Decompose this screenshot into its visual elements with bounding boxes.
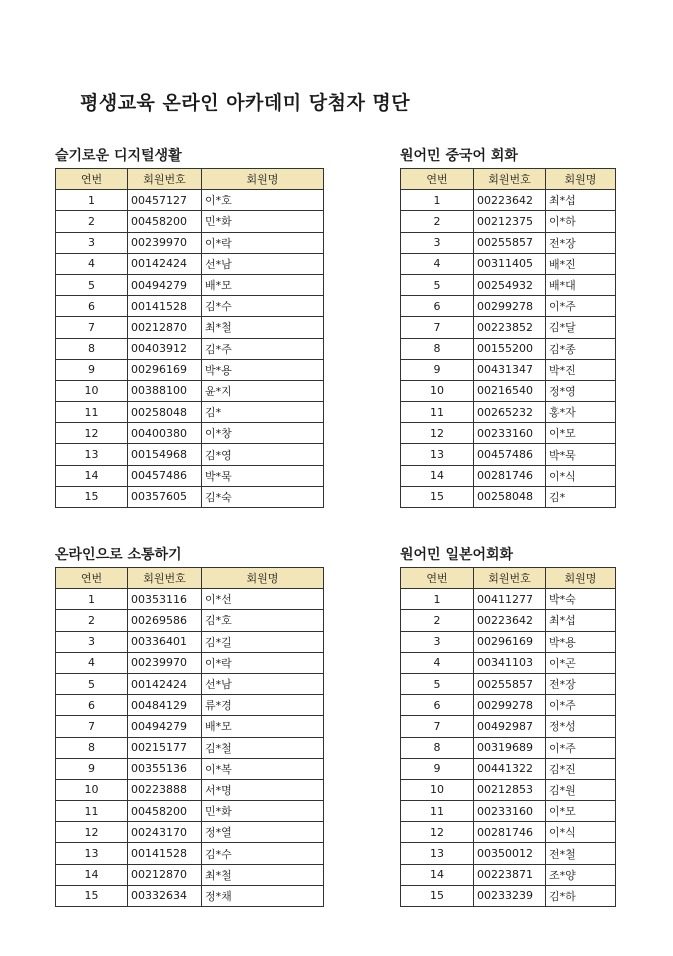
row-number: 15 xyxy=(56,486,128,507)
member-id: 00457127 xyxy=(128,190,202,211)
row-number: 9 xyxy=(56,359,128,380)
member-id: 00457486 xyxy=(128,465,202,486)
member-name: 최*섭 xyxy=(546,190,616,211)
table-row xyxy=(401,716,616,737)
header-member-id: 회원번호 xyxy=(128,568,202,589)
member-name: 이*락 xyxy=(202,652,324,673)
member-id: 00265232 xyxy=(474,402,546,423)
member-id: 00269586 xyxy=(128,610,202,631)
row-number: 2 xyxy=(401,610,474,631)
table-row xyxy=(56,716,324,737)
member-id: 00403912 xyxy=(128,338,202,359)
row-number: 7 xyxy=(56,716,128,737)
member-name: 김*숙 xyxy=(202,486,324,507)
member-id: 00212375 xyxy=(474,211,546,232)
member-name: 전*장 xyxy=(546,232,616,253)
member-name: 이*모 xyxy=(546,801,616,822)
header-row xyxy=(56,568,324,589)
member-name: 정*열 xyxy=(202,822,324,843)
header-no: 연번 xyxy=(56,568,128,589)
member-id: 00484129 xyxy=(128,695,202,716)
row-number: 14 xyxy=(56,864,128,885)
member-name: 배*모 xyxy=(202,274,324,295)
row-number: 2 xyxy=(56,610,128,631)
table-row xyxy=(401,652,616,673)
table-row xyxy=(56,338,324,359)
member-id: 00355136 xyxy=(128,758,202,779)
member-name: 김*하 xyxy=(546,885,616,906)
row-number: 3 xyxy=(56,232,128,253)
member-id: 00142424 xyxy=(128,673,202,694)
header-member-name: 회원명 xyxy=(546,169,616,190)
member-id: 00239970 xyxy=(128,232,202,253)
table-row xyxy=(56,486,324,507)
row-number: 8 xyxy=(401,737,474,758)
member-id: 00212853 xyxy=(474,779,546,800)
member-name: 박*용 xyxy=(546,631,616,652)
member-name: 정*영 xyxy=(546,380,616,401)
row-number: 10 xyxy=(56,380,128,401)
member-id: 00311405 xyxy=(474,253,546,274)
table-row xyxy=(56,423,324,444)
member-name: 최*철 xyxy=(202,317,324,338)
member-name: 최*철 xyxy=(202,864,324,885)
member-id: 00223888 xyxy=(128,779,202,800)
table-row xyxy=(401,317,616,338)
table-row xyxy=(401,864,616,885)
table-row xyxy=(401,274,616,295)
row-number: 7 xyxy=(401,716,474,737)
member-id: 00411277 xyxy=(474,589,546,610)
header-member-id: 회원번호 xyxy=(474,568,546,589)
member-id: 00281746 xyxy=(474,822,546,843)
row-number: 14 xyxy=(401,864,474,885)
member-id: 00357605 xyxy=(128,486,202,507)
row-number: 7 xyxy=(56,317,128,338)
row-number: 15 xyxy=(56,885,128,906)
section-japanese-conversation xyxy=(400,545,616,907)
header-member-name: 회원명 xyxy=(202,169,324,190)
member-name: 김*수 xyxy=(202,296,324,317)
row-number: 6 xyxy=(56,695,128,716)
table-row xyxy=(401,380,616,401)
table-row xyxy=(56,864,324,885)
member-id: 00239970 xyxy=(128,652,202,673)
member-id: 00212870 xyxy=(128,864,202,885)
member-id: 00233239 xyxy=(474,885,546,906)
row-number: 14 xyxy=(401,465,474,486)
row-number: 7 xyxy=(401,317,474,338)
table-row xyxy=(401,801,616,822)
member-name: 이*복 xyxy=(202,758,324,779)
row-number: 2 xyxy=(56,211,128,232)
row-number: 14 xyxy=(56,465,128,486)
member-id: 00223852 xyxy=(474,317,546,338)
row-number: 12 xyxy=(401,822,474,843)
table-row xyxy=(56,465,324,486)
member-name: 김*원 xyxy=(546,779,616,800)
table-row xyxy=(56,444,324,465)
table-body xyxy=(401,190,616,508)
member-name: 배*진 xyxy=(546,253,616,274)
table-row xyxy=(56,211,324,232)
table-row xyxy=(56,695,324,716)
table-row xyxy=(56,380,324,401)
row-number: 5 xyxy=(401,673,474,694)
row-number: 13 xyxy=(56,843,128,864)
member-name: 민*화 xyxy=(202,801,324,822)
header-row xyxy=(401,568,616,589)
row-number: 12 xyxy=(56,822,128,843)
table-row xyxy=(401,822,616,843)
row-number: 3 xyxy=(401,631,474,652)
member-name: 류*경 xyxy=(202,695,324,716)
table-row xyxy=(56,317,324,338)
row-number: 11 xyxy=(56,402,128,423)
section-title: 원어민 일본어회화 xyxy=(400,547,514,563)
member-name: 서*명 xyxy=(202,779,324,800)
member-id: 00494279 xyxy=(128,716,202,737)
table-row xyxy=(56,190,324,211)
table-row xyxy=(56,359,324,380)
winners-table xyxy=(400,168,616,508)
member-id: 00400380 xyxy=(128,423,202,444)
member-id: 00350012 xyxy=(474,843,546,864)
table-row xyxy=(56,296,324,317)
table-row xyxy=(401,211,616,232)
header-member-name: 회원명 xyxy=(202,568,324,589)
member-id: 00441322 xyxy=(474,758,546,779)
table-row xyxy=(56,610,324,631)
member-name: 김*길 xyxy=(202,631,324,652)
row-number: 11 xyxy=(56,801,128,822)
member-id: 00233160 xyxy=(474,423,546,444)
table-row xyxy=(401,631,616,652)
member-id: 00255857 xyxy=(474,673,546,694)
section-chinese-conversation xyxy=(400,146,616,508)
member-id: 00388100 xyxy=(128,380,202,401)
member-name: 이*선 xyxy=(202,589,324,610)
row-number: 15 xyxy=(401,486,474,507)
table-row xyxy=(401,232,616,253)
member-name: 이*주 xyxy=(546,737,616,758)
member-name: 박*묵 xyxy=(546,444,616,465)
header-row xyxy=(56,169,324,190)
row-number: 5 xyxy=(56,673,128,694)
table-row xyxy=(56,758,324,779)
member-id: 00141528 xyxy=(128,843,202,864)
member-name: 전*철 xyxy=(546,843,616,864)
member-id: 00155200 xyxy=(474,338,546,359)
table-row xyxy=(401,885,616,906)
table-row xyxy=(401,779,616,800)
table-row xyxy=(56,232,324,253)
row-number: 11 xyxy=(401,801,474,822)
member-id: 00223642 xyxy=(474,190,546,211)
member-id: 00296169 xyxy=(474,631,546,652)
member-name: 김* xyxy=(202,402,324,423)
table-row xyxy=(401,338,616,359)
table-row xyxy=(56,253,324,274)
member-name: 홍*자 xyxy=(546,402,616,423)
member-id: 00353116 xyxy=(128,589,202,610)
row-number: 1 xyxy=(56,589,128,610)
member-name: 이*주 xyxy=(546,296,616,317)
section-digital-life xyxy=(55,146,324,508)
row-number: 11 xyxy=(401,402,474,423)
member-id: 00142424 xyxy=(128,253,202,274)
member-name: 김*주 xyxy=(202,338,324,359)
table-body xyxy=(56,589,324,907)
table-row xyxy=(56,801,324,822)
member-id: 00299278 xyxy=(474,296,546,317)
table-body xyxy=(56,190,324,508)
header-no: 연번 xyxy=(56,169,128,190)
member-id: 00319689 xyxy=(474,737,546,758)
row-number: 1 xyxy=(56,190,128,211)
member-id: 00141528 xyxy=(128,296,202,317)
member-id: 00457486 xyxy=(474,444,546,465)
member-id: 00223642 xyxy=(474,610,546,631)
member-name: 박*묵 xyxy=(202,465,324,486)
table-row xyxy=(401,423,616,444)
member-name: 이*곤 xyxy=(546,652,616,673)
header-member-id: 회원번호 xyxy=(474,169,546,190)
member-name: 조*양 xyxy=(546,864,616,885)
member-id: 00223871 xyxy=(474,864,546,885)
table-row xyxy=(56,673,324,694)
member-name: 선*남 xyxy=(202,673,324,694)
row-number: 1 xyxy=(401,589,474,610)
member-name: 이*락 xyxy=(202,232,324,253)
header-no: 연번 xyxy=(401,169,474,190)
table-row xyxy=(56,652,324,673)
member-id: 00255857 xyxy=(474,232,546,253)
table-body xyxy=(401,589,616,907)
member-id: 00492987 xyxy=(474,716,546,737)
member-name: 선*남 xyxy=(202,253,324,274)
member-name: 김*달 xyxy=(546,317,616,338)
member-name: 김*종 xyxy=(546,338,616,359)
table-row xyxy=(56,843,324,864)
row-number: 8 xyxy=(56,338,128,359)
member-name: 박*용 xyxy=(202,359,324,380)
member-name: 이*식 xyxy=(546,465,616,486)
table-row xyxy=(401,843,616,864)
section-online-communication xyxy=(55,545,324,907)
table-row xyxy=(401,486,616,507)
member-name: 배*모 xyxy=(202,716,324,737)
table-row xyxy=(401,190,616,211)
member-id: 00281746 xyxy=(474,465,546,486)
table-row xyxy=(401,444,616,465)
row-number: 1 xyxy=(401,190,474,211)
row-number: 13 xyxy=(401,444,474,465)
row-number: 4 xyxy=(401,253,474,274)
member-name: 김*호 xyxy=(202,610,324,631)
header-member-name: 회원명 xyxy=(546,568,616,589)
table-row xyxy=(401,673,616,694)
table-row xyxy=(56,274,324,295)
member-id: 00216540 xyxy=(474,380,546,401)
member-id: 00299278 xyxy=(474,695,546,716)
row-number: 4 xyxy=(401,652,474,673)
table-row xyxy=(401,296,616,317)
row-number: 13 xyxy=(401,843,474,864)
row-number: 5 xyxy=(56,274,128,295)
table-row xyxy=(401,758,616,779)
table-row xyxy=(401,695,616,716)
row-number: 15 xyxy=(401,885,474,906)
member-id: 00336401 xyxy=(128,631,202,652)
member-id: 00296169 xyxy=(128,359,202,380)
section-title: 온라인으로 소통하기 xyxy=(55,547,182,563)
winners-table xyxy=(400,567,616,907)
member-id: 00431347 xyxy=(474,359,546,380)
table-row xyxy=(401,253,616,274)
row-number: 6 xyxy=(56,296,128,317)
member-name: 최*섭 xyxy=(546,610,616,631)
member-id: 00258048 xyxy=(128,402,202,423)
table-row xyxy=(56,631,324,652)
member-id: 00258048 xyxy=(474,486,546,507)
winners-table xyxy=(55,567,324,907)
table-row xyxy=(56,885,324,906)
row-number: 5 xyxy=(401,274,474,295)
table-row xyxy=(56,779,324,800)
row-number: 2 xyxy=(401,211,474,232)
member-name: 민*화 xyxy=(202,211,324,232)
table-row xyxy=(56,402,324,423)
member-name: 전*장 xyxy=(546,673,616,694)
row-number: 3 xyxy=(56,631,128,652)
row-number: 9 xyxy=(401,359,474,380)
table-row xyxy=(56,589,324,610)
member-name: 이*모 xyxy=(546,423,616,444)
row-number: 9 xyxy=(56,758,128,779)
member-id: 00332634 xyxy=(128,885,202,906)
member-name: 김*수 xyxy=(202,843,324,864)
member-id: 00458200 xyxy=(128,801,202,822)
member-name: 박*진 xyxy=(546,359,616,380)
section-title: 슬기로운 디지털생활 xyxy=(55,148,182,164)
member-name: 이*식 xyxy=(546,822,616,843)
row-number: 12 xyxy=(56,423,128,444)
member-id: 00154968 xyxy=(128,444,202,465)
row-number: 9 xyxy=(401,758,474,779)
header-member-id: 회원번호 xyxy=(128,169,202,190)
section-title: 원어민 중국어 회화 xyxy=(400,148,518,164)
header-no: 연번 xyxy=(401,568,474,589)
table-row xyxy=(401,589,616,610)
row-number: 13 xyxy=(56,444,128,465)
row-number: 12 xyxy=(401,423,474,444)
header-row xyxy=(401,169,616,190)
member-name: 윤*지 xyxy=(202,380,324,401)
row-number: 8 xyxy=(56,737,128,758)
member-id: 00254932 xyxy=(474,274,546,295)
member-name: 배*대 xyxy=(546,274,616,295)
member-name: 이*하 xyxy=(546,211,616,232)
member-name: 이*호 xyxy=(202,190,324,211)
member-id: 00458200 xyxy=(128,211,202,232)
row-number: 10 xyxy=(401,779,474,800)
table-row xyxy=(401,359,616,380)
member-name: 김*철 xyxy=(202,737,324,758)
page-title: 평생교육 온라인 아카데미 당첨자 명단 xyxy=(80,92,411,114)
member-id: 00243170 xyxy=(128,822,202,843)
row-number: 6 xyxy=(401,695,474,716)
row-number: 10 xyxy=(401,380,474,401)
winners-table xyxy=(55,168,324,508)
member-id: 00212870 xyxy=(128,317,202,338)
row-number: 8 xyxy=(401,338,474,359)
member-name: 김* xyxy=(546,486,616,507)
table-row xyxy=(56,822,324,843)
member-id: 00233160 xyxy=(474,801,546,822)
row-number: 4 xyxy=(56,652,128,673)
table-row xyxy=(56,737,324,758)
member-name: 김*진 xyxy=(546,758,616,779)
member-id: 00215177 xyxy=(128,737,202,758)
table-row xyxy=(401,402,616,423)
table-row xyxy=(401,465,616,486)
member-name: 정*성 xyxy=(546,716,616,737)
member-name: 이*창 xyxy=(202,423,324,444)
member-name: 김*영 xyxy=(202,444,324,465)
member-name: 박*숙 xyxy=(546,589,616,610)
row-number: 3 xyxy=(401,232,474,253)
member-name: 이*주 xyxy=(546,695,616,716)
row-number: 4 xyxy=(56,253,128,274)
member-id: 00494279 xyxy=(128,274,202,295)
table-row xyxy=(401,610,616,631)
member-id: 00341103 xyxy=(474,652,546,673)
row-number: 10 xyxy=(56,779,128,800)
member-name: 정*채 xyxy=(202,885,324,906)
table-row xyxy=(401,737,616,758)
row-number: 6 xyxy=(401,296,474,317)
